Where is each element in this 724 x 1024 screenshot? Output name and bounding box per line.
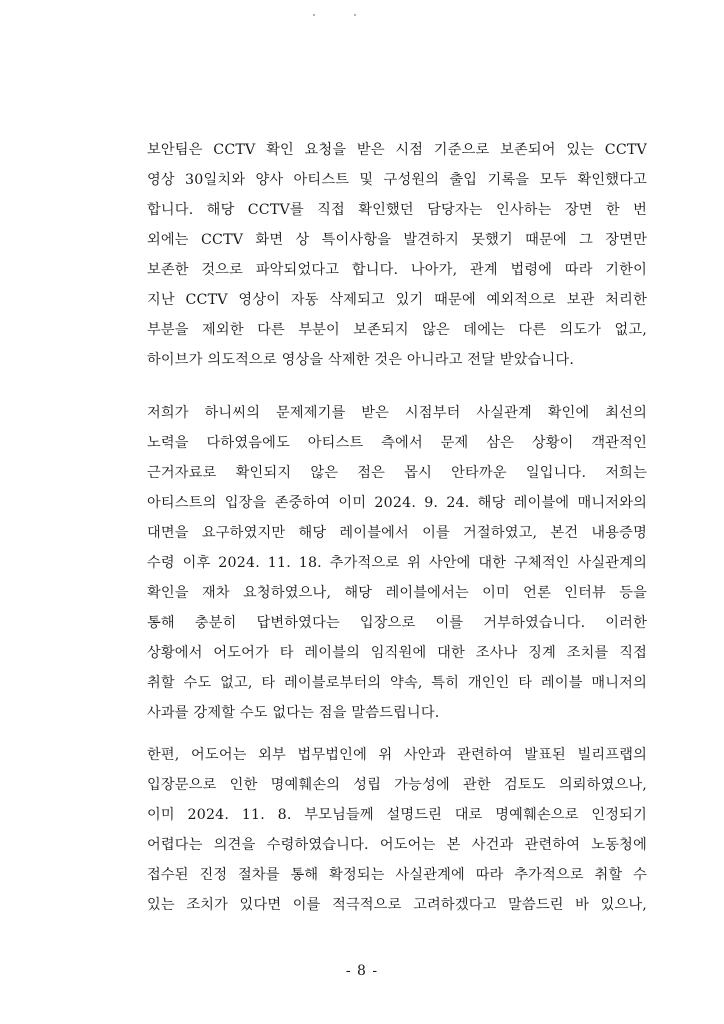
text-line: 하이브가 의도적으로 영상을 삭제한 것은 아니라고 전달 받았습니다. — [147, 352, 575, 368]
text-line: 보안팀은 CCTV 확인 요청을 받은 시점 기준으로 보존되어 있는 CCTV — [147, 142, 647, 158]
paragraph-cctv-review — [147, 135, 647, 375]
text-line: 부분을 제외한 다른 부분이 보존되지 않은 데에는 다른 의도가 없고, — [147, 322, 647, 338]
page-number: - 8 - — [345, 963, 379, 979]
text-line: 노력을 다하였음에도 아티스트 측에서 문제 삼은 상황이 객관적인 — [147, 435, 647, 451]
text-line: 한편, 어도어는 외부 법무법인에 위 사안과 관련하여 발표된 빌리프랩의 — [147, 747, 647, 763]
text-line: 보존한 것으로 파악되었다고 합니다. 나아가, 관계 법령에 따라 기한이 — [147, 262, 647, 278]
text-line: 외에는 CCTV 화면 상 특이사항을 발견하지 못했기 때문에 그 장면만 — [147, 232, 647, 248]
text-line: 있는 조치가 있다면 이를 적극적으로 고려하겠다고 말씀드린 바 있으나, — [147, 897, 647, 913]
text-line: 영상 30일치와 양사 아티스트 및 구성원의 출입 기록을 모두 확인했다고 — [147, 172, 647, 188]
scan-speck — [354, 14, 356, 16]
text-line: 수령 이후 2024. 11. 18. 추가적으로 위 사안에 대한 구체적인 사실관계의 — [147, 555, 647, 571]
paragraph-legal-review — [147, 740, 647, 920]
text-line: 확인을 재차 요청하였으나, 해당 레이블에서는 이미 언론 인터뷰 등을 — [147, 585, 647, 601]
text-line: 사과를 강제할 수도 없다는 점을 말씀드립니다. — [147, 705, 440, 721]
text-line: 아티스트의 입장을 존중하여 이미 2024. 9. 24. 해당 레이블에 매니저와의 — [147, 495, 647, 511]
text-line: 입장문으로 인한 명예훼손의 성립 가능성에 관한 검토도 의뢰하였으나, — [147, 777, 647, 793]
text-line: 저희가 하니씨의 문제제기를 받은 시점부터 사실관계 확인에 최선의 — [147, 405, 647, 421]
text-line: 근거자료로 확인되지 않은 점은 몹시 안타까운 일입니다. 저희는 — [147, 465, 647, 481]
paragraph-fact-finding — [147, 398, 647, 728]
text-line: 지난 CCTV 영상이 자동 삭제되고 있기 때문에 예외적으로 보관 처리한 — [147, 292, 647, 308]
scan-speck — [313, 14, 315, 16]
text-line: 이미 2024. 11. 8. 부모님들께 설명드린 대로 명예훼손으로 인정되기 — [147, 807, 647, 823]
text-line: 통해 충분히 답변하였다는 입장으로 이를 거부하였습니다. 이러한 — [147, 615, 647, 631]
text-line: 취할 수도 없고, 타 레이블로부터의 약속, 특히 개인인 타 레이블 매니저의 — [147, 675, 647, 691]
text-line: 대면을 요구하였지만 해당 레이블에서 이를 거절하였고, 본건 내용증명 — [147, 525, 647, 541]
text-line: 접수된 진정 절차를 통해 확정되는 사실관계에 따라 추가적으로 취할 수 — [147, 867, 647, 883]
text-line: 상황에서 어도어가 타 레이블의 임직원에 대한 조사나 징계 조치를 직접 — [147, 645, 647, 661]
text-line: 어렵다는 의견을 수령하였습니다. 어도어는 본 사건과 관련하여 노동청에 — [147, 837, 647, 853]
text-line: 합니다. 해당 CCTV를 직접 확인했던 담당자는 인사하는 장면 한 번 — [147, 202, 647, 218]
